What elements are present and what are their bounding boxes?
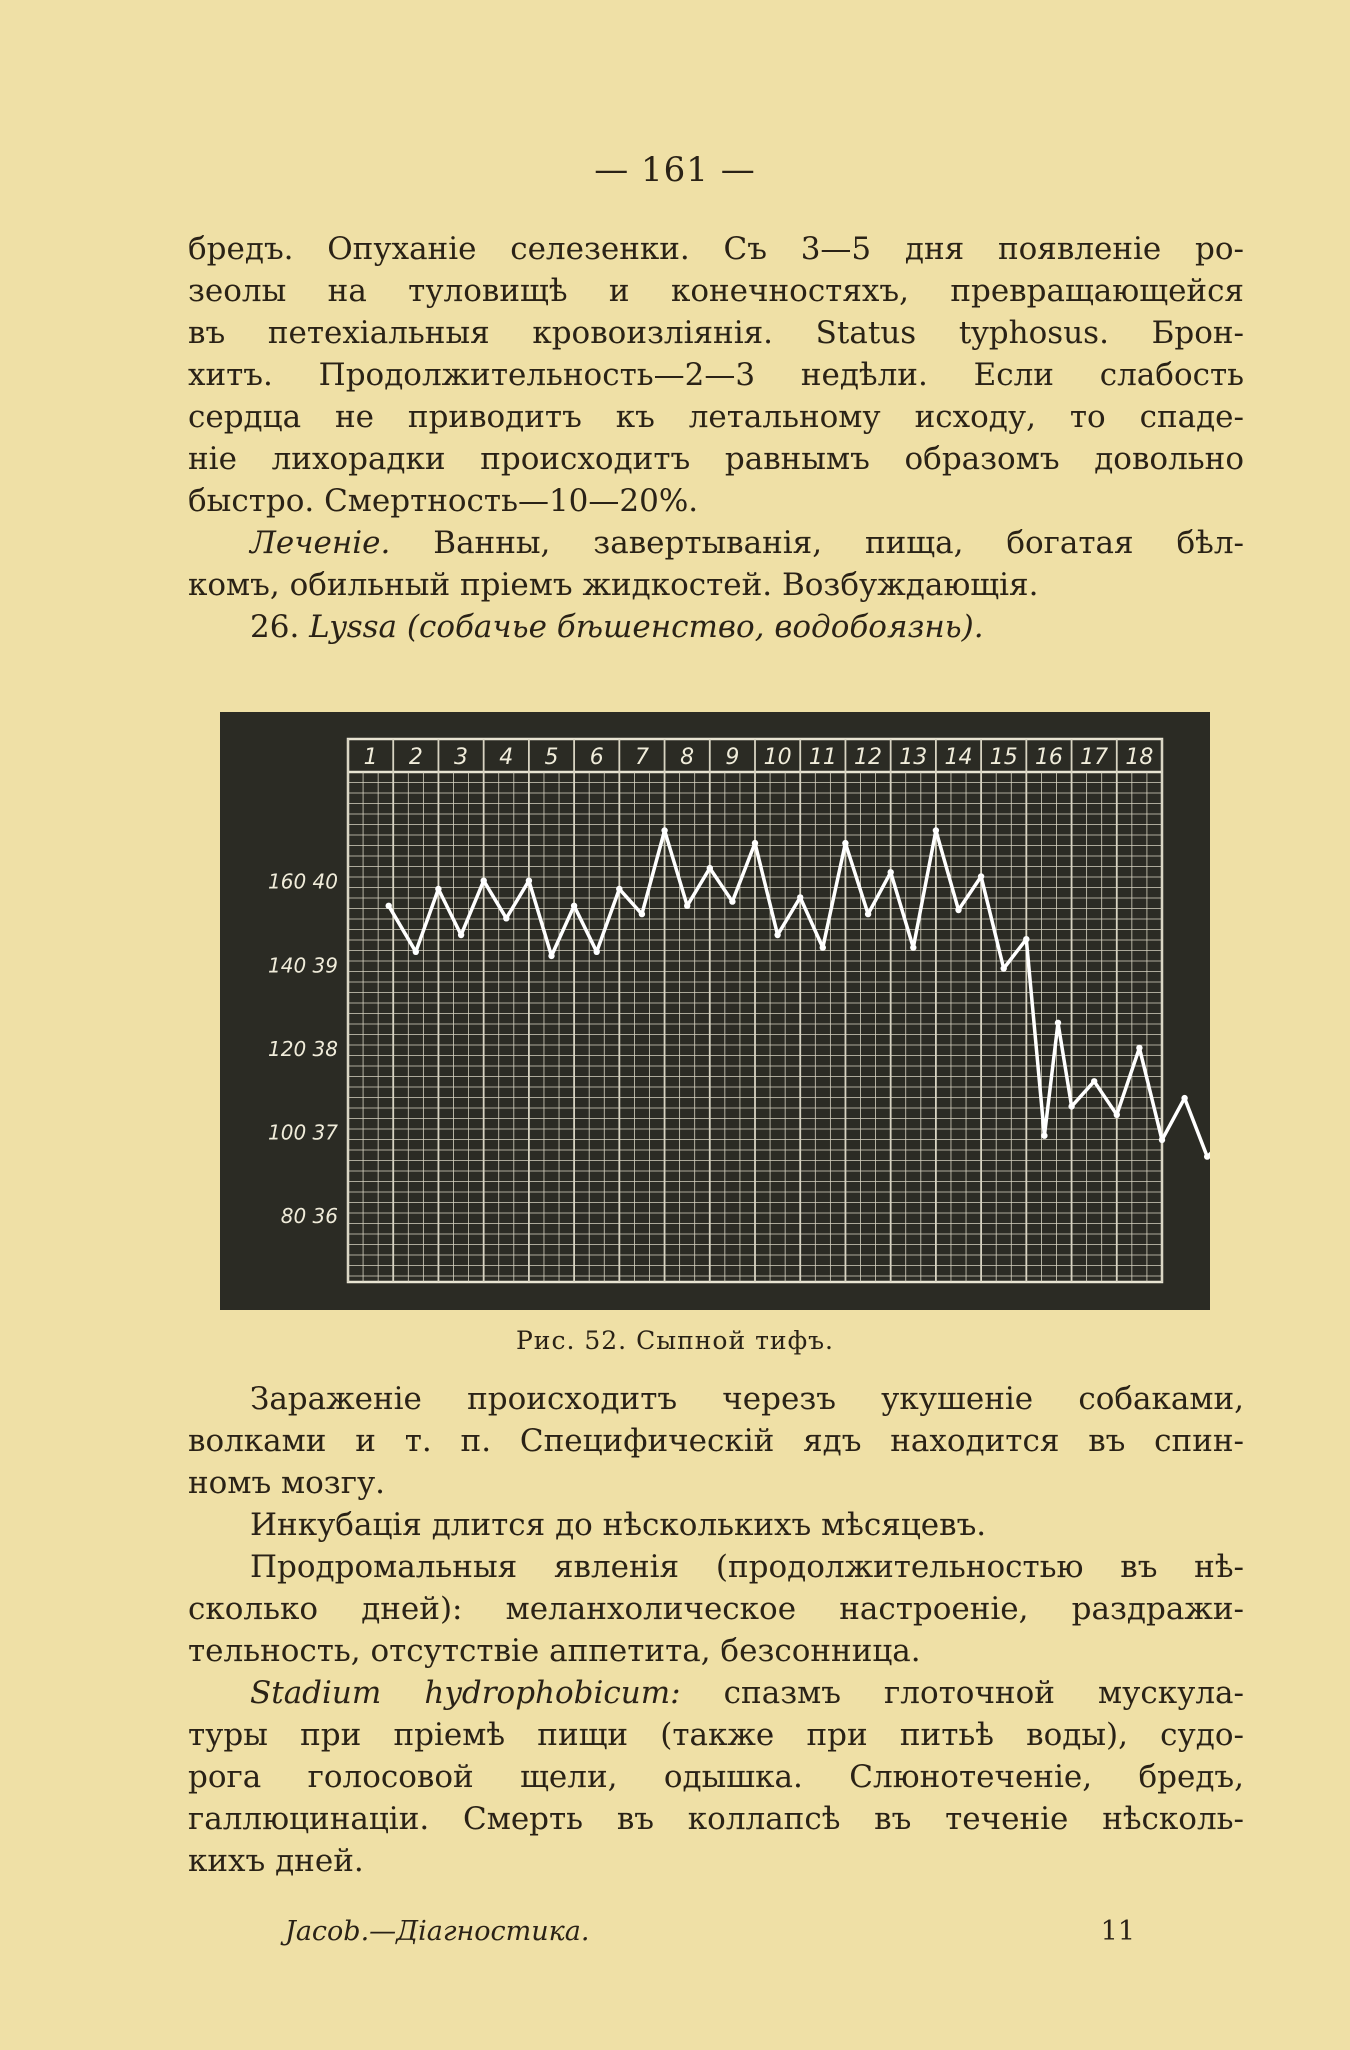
temperature-point [865, 911, 871, 917]
temperature-point [386, 903, 392, 909]
temperature-point [910, 944, 916, 950]
text-block-bottom [188, 1378, 1244, 1882]
chart-background [220, 712, 1210, 1310]
temperature-point [1041, 1133, 1047, 1139]
footer-right: 11 [1100, 1916, 1135, 1947]
text-line [188, 1378, 1244, 1420]
figure-caption: Рис. 52. Сыпной тифъ. [515, 1326, 834, 1355]
x-tick-label: 12 [854, 745, 883, 770]
temperature-point [842, 840, 848, 846]
stage-label: Stadium hydrophobicum: [250, 1675, 681, 1711]
text-line [188, 1630, 1244, 1672]
x-tick-label: 1 [363, 745, 378, 770]
temperature-chart [220, 712, 1210, 1310]
text-line [188, 1756, 1244, 1798]
text-block-top [188, 228, 1244, 648]
text-line: ніе лихорадки происходитъ равнымъ образомъ довольно [188, 441, 1244, 477]
footer-left: Jacob.—Діагностика. [285, 1916, 590, 1947]
temperature-point [1055, 1020, 1061, 1026]
treatment-text: Ванны, завертыванія, пища, богатая бѣл- [433, 525, 1244, 561]
section-subtitle: (собачье бѣшенство, водобоязнь). [406, 609, 984, 645]
temperature-point [933, 827, 939, 833]
temperature-point [639, 911, 645, 917]
section-number: 26. [250, 609, 300, 645]
x-tick-label: 5 [544, 745, 559, 770]
x-tick-label: 2 [408, 745, 423, 770]
x-tick-label: 11 [808, 745, 837, 770]
x-tick-label: 9 [725, 745, 740, 770]
temperature-point [458, 932, 464, 938]
y-tick-label: 120 38 [268, 1036, 338, 1061]
temperature-point [752, 840, 758, 846]
x-tick-label: 10 [763, 745, 792, 770]
temperature-point [481, 878, 487, 884]
temperature-point [888, 869, 894, 875]
x-tick-label: 8 [680, 745, 695, 770]
temperature-point [526, 878, 532, 884]
text-line [188, 1798, 1244, 1840]
text-line: быстро. Смертность—10—20%. [188, 483, 699, 519]
y-tick-label: 160 40 [268, 869, 338, 894]
text-line: бредъ. Опуханіе селезенки. Съ 3—5 дня появленіе ро- [188, 231, 1244, 267]
text-line [188, 1546, 1244, 1588]
line-text: Инкубація длится до нѣсколькихъ мѣсяцевъ. [250, 1507, 987, 1543]
line-text: спазмъ глоточной мускула- [680, 1675, 1244, 1711]
temperature-point [978, 873, 984, 879]
line-text: рога голосовой щели, одышка. Слюнотеченіе, бредъ, [188, 1759, 1244, 1795]
treatment-line [188, 522, 1244, 564]
temperature-point [707, 865, 713, 871]
page-number: — 161 — [594, 150, 756, 190]
line-text: тельность, отсутствіе аппетита, безсонница. [188, 1633, 921, 1669]
temperature-point [1159, 1137, 1165, 1143]
text-line [188, 1420, 1244, 1462]
line-text: волками и т. п. Специфическій ядъ находится въ спин- [188, 1423, 1244, 1459]
line-text: галлюцинаціи. Смерть въ коллапсѣ въ теченіе нѣсколь- [188, 1801, 1244, 1837]
line-text: сколько дней): меланхолическое настроеніе, раздражи- [188, 1591, 1244, 1627]
temperature-point [1001, 965, 1007, 971]
treatment-continuation: комъ, обильный пріемъ жидкостей. Возбуждающія. [188, 567, 1039, 603]
x-tick-label: 6 [589, 745, 604, 770]
temperature-point [684, 903, 690, 909]
y-tick-label: 80 36 [280, 1204, 338, 1229]
y-tick-label: 140 39 [268, 953, 338, 978]
x-tick-label: 16 [1034, 745, 1063, 770]
temperature-point [729, 898, 735, 904]
temperature-point [1181, 1095, 1187, 1101]
page-footer [285, 1916, 1135, 1947]
temperature-point [435, 886, 441, 892]
x-tick-label: 3 [454, 745, 469, 770]
temperature-point [548, 953, 554, 959]
x-tick-label: 7 [634, 745, 649, 770]
text-line: въ петехіальныя кровоизліянія. Status typhosus. Брон- [188, 315, 1244, 351]
x-tick-label: 13 [899, 745, 928, 770]
text-line: хитъ. Продолжительность—2—3 недѣли. Если слабость [188, 357, 1244, 393]
temperature-point [503, 915, 509, 921]
temperature-point [1023, 936, 1029, 942]
text-line [188, 1588, 1244, 1630]
temperature-point [774, 932, 780, 938]
section-title: Lyssa [309, 609, 398, 645]
text-line [188, 1672, 1244, 1714]
section-heading [188, 606, 1244, 648]
line-text: кихъ дней. [188, 1843, 364, 1879]
text-line [188, 1714, 1244, 1756]
temperature-point [955, 907, 961, 913]
x-tick-label: 4 [499, 745, 514, 770]
text-line: сердца не приводитъ къ летальному исходу, то спаде- [188, 399, 1244, 435]
x-tick-label: 17 [1080, 745, 1109, 770]
temperature-point [1068, 1103, 1074, 1109]
text-line [188, 1462, 1244, 1504]
temperature-point [413, 949, 419, 955]
line-text: туры при пріемѣ пищи (также при питьѣ воды), судо- [188, 1717, 1244, 1753]
temperature-point [571, 903, 577, 909]
line-text: номъ мозгу. [188, 1465, 386, 1501]
treatment-label: Леченіе. [250, 525, 391, 561]
temperature-point [820, 944, 826, 950]
temperature-point [594, 949, 600, 955]
temperature-point [1136, 1045, 1142, 1051]
temperature-point [1114, 1112, 1120, 1118]
x-tick-label: 14 [944, 745, 973, 770]
temperature-point [797, 894, 803, 900]
y-tick-label: 100 37 [268, 1120, 338, 1145]
line-text: Продромальныя явленія (продолжительностью въ нѣ- [250, 1549, 1244, 1585]
text-line [188, 1840, 1244, 1882]
x-tick-label: 18 [1125, 745, 1154, 770]
text-line [188, 1504, 1244, 1546]
temperature-point [661, 827, 667, 833]
x-tick-label: 15 [989, 745, 1018, 770]
chart-svg [220, 712, 1210, 1310]
temperature-point [1091, 1078, 1097, 1084]
line-text: Зараженіе происходитъ черезъ укушеніе собаками, [250, 1381, 1244, 1417]
text-line: зеолы на туловищѣ и конечностяхъ, превращающейся [188, 273, 1244, 309]
temperature-point [616, 886, 622, 892]
